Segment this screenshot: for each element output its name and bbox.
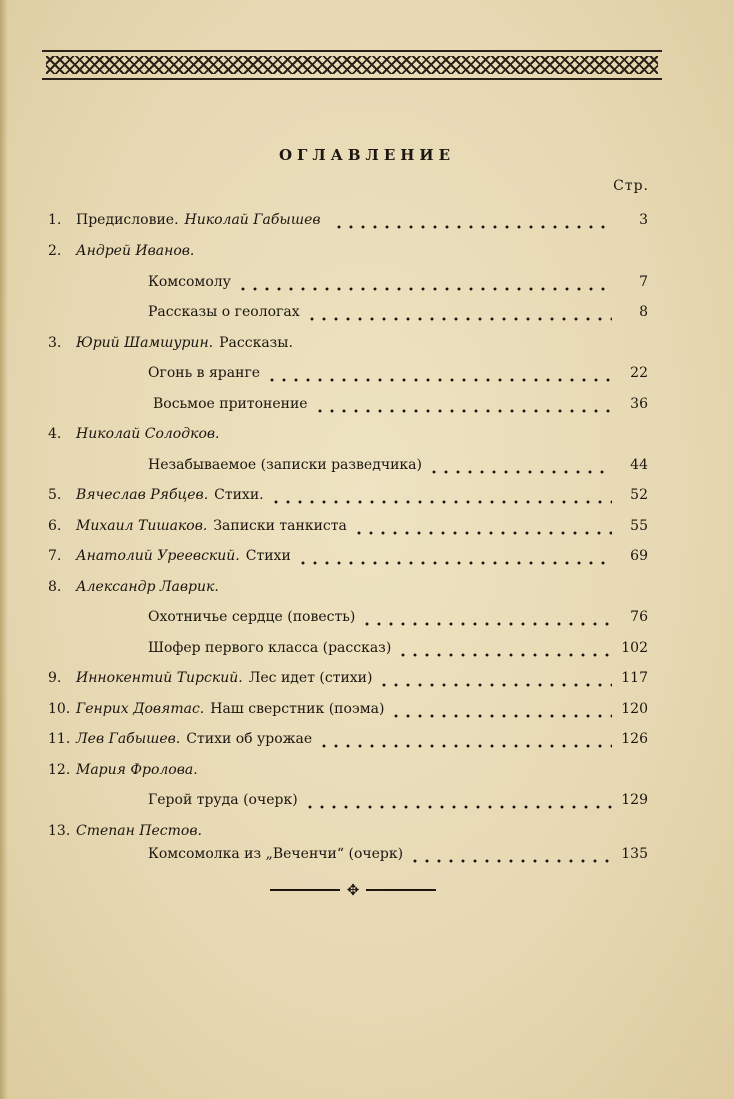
entry-title: Охотничье сердце (повесть) (148, 609, 356, 625)
entry-page: 76 (630, 609, 648, 625)
entry-title: Восьмое притонение (153, 396, 308, 412)
entry-title: Предисловие. (76, 212, 179, 228)
toc-entry[interactable] (148, 457, 648, 479)
toc-entry[interactable] (148, 365, 648, 387)
toc-entry[interactable] (48, 762, 648, 784)
entry-page: 135 (621, 846, 648, 862)
entry-author: Иннокентий Тирский. (76, 670, 243, 686)
toc-entry[interactable] (48, 823, 648, 845)
dot-leader (390, 714, 612, 718)
dot-leader (304, 805, 612, 809)
entry-number: 9. (48, 670, 62, 686)
entry-page: 44 (630, 457, 648, 473)
entry-title: Лес идет (стихи) (248, 670, 373, 686)
entry-title: Рассказы о геологах (148, 304, 300, 320)
entry-title: Стихи (245, 548, 291, 564)
entry-author: Александр Лаврик. (76, 579, 219, 595)
entry-title: Незабываемое (записки разведчика) (148, 457, 422, 473)
dot-leader (397, 653, 612, 657)
entry-author: Вячеслав Рябцев. (76, 487, 209, 503)
entry-page: 22 (630, 365, 648, 381)
toc-entry[interactable] (153, 396, 648, 418)
page-column-label: Стр. (613, 178, 649, 194)
entry-author: Юрий Шамшурин. (76, 335, 214, 351)
entry-page: 117 (621, 670, 648, 686)
entry-author: Анатолий Уреевский. (76, 548, 240, 564)
entry-number: 6. (48, 518, 62, 534)
entry-number: 12. (48, 762, 71, 778)
entry-title: Комсомолка из „Веченчи“ (очерк) (148, 846, 404, 862)
entry-number: 1. (48, 212, 62, 228)
dot-leader (428, 470, 612, 474)
entry-author: Михаил Тишаков. (76, 518, 208, 534)
dot-leader (237, 287, 612, 291)
end-ornament (270, 883, 436, 897)
entry-page: 3 (639, 212, 648, 228)
entry-author: Генрих Довятас. (76, 701, 205, 717)
entry-page: 7 (639, 274, 648, 290)
toc-entry[interactable] (48, 335, 648, 357)
entry-title: Наш сверстник (поэма) (210, 701, 385, 717)
toc-entry[interactable] (148, 640, 648, 662)
entry-page: 129 (621, 792, 648, 808)
entry-author: Степан Пестов. (76, 823, 202, 839)
entry-number: 3. (48, 335, 62, 351)
entry-author: Лев Габышев. (76, 731, 181, 747)
ornament-rule-top (42, 50, 662, 52)
entry-number: 13. (48, 823, 71, 839)
entry-number: 11. (48, 731, 71, 747)
toc-entry[interactable] (148, 846, 648, 868)
entry-title: Герой труда (очерк) (148, 792, 298, 808)
toc-entry[interactable] (48, 212, 648, 234)
entry-page: 126 (621, 731, 648, 747)
toc-entry[interactable] (148, 304, 648, 326)
toc-entry[interactable] (148, 609, 648, 631)
toc-entry[interactable] (48, 243, 648, 265)
entry-title: Стихи об урожае (186, 731, 313, 747)
entry-title: Шофер первого класса (рассказ) (148, 640, 392, 656)
book-spine-shadow (0, 0, 8, 1099)
entry-number: 5. (48, 487, 62, 503)
dot-leader (270, 500, 612, 504)
dot-leader (333, 225, 612, 229)
entry-page: 102 (621, 640, 648, 656)
dot-leader (353, 531, 612, 535)
end-rule-left (270, 889, 340, 891)
entry-title: Огонь в яранге (148, 365, 261, 381)
dot-leader (318, 744, 612, 748)
entry-author: Андрей Иванов. (76, 243, 195, 259)
entry-author: Николай Габышев (184, 212, 321, 228)
entry-title: Комсомолу (148, 274, 231, 290)
fleuron-icon: ✥ (346, 881, 360, 899)
entry-author: Мария Фролова. (76, 762, 198, 778)
toc-entry[interactable] (48, 701, 648, 723)
entry-page: 120 (621, 701, 648, 717)
dot-leader (378, 683, 612, 687)
entry-page: 55 (630, 518, 648, 534)
toc-entry[interactable] (148, 792, 648, 814)
top-ornament-border (42, 48, 662, 82)
toc-entry[interactable] (48, 487, 648, 509)
end-rule-right (366, 889, 436, 891)
entry-author: Николай Солодков. (76, 426, 220, 442)
dot-leader (314, 409, 612, 413)
entry-page: 52 (630, 487, 648, 503)
entry-title: Записки танкиста (213, 518, 347, 534)
dot-leader (297, 561, 612, 565)
dot-leader (306, 317, 612, 321)
page-title: ОГЛАВЛЕНИЕ (278, 146, 456, 164)
entry-number: 2. (48, 243, 62, 259)
toc-entry[interactable] (48, 518, 648, 540)
ornament-band (46, 56, 658, 74)
entry-page: 8 (639, 304, 648, 320)
dot-leader (266, 378, 612, 382)
entry-page: 69 (630, 548, 648, 564)
entry-title: Рассказы. (219, 335, 293, 351)
toc-entry[interactable] (48, 548, 648, 570)
toc-entry[interactable] (48, 731, 648, 753)
dot-leader (409, 859, 612, 863)
toc-entry[interactable] (48, 670, 648, 692)
entry-number: 8. (48, 579, 62, 595)
entry-page: 36 (630, 396, 648, 412)
entry-number: 7. (48, 548, 62, 564)
entry-number: 10. (48, 701, 71, 717)
toc-entry[interactable] (48, 426, 648, 448)
toc-entry[interactable] (148, 274, 648, 296)
dot-leader (361, 622, 612, 626)
entry-number: 4. (48, 426, 62, 442)
toc-entry[interactable] (48, 579, 648, 601)
ornament-rule-bottom (42, 78, 662, 80)
entry-title: Стихи. (214, 487, 264, 503)
